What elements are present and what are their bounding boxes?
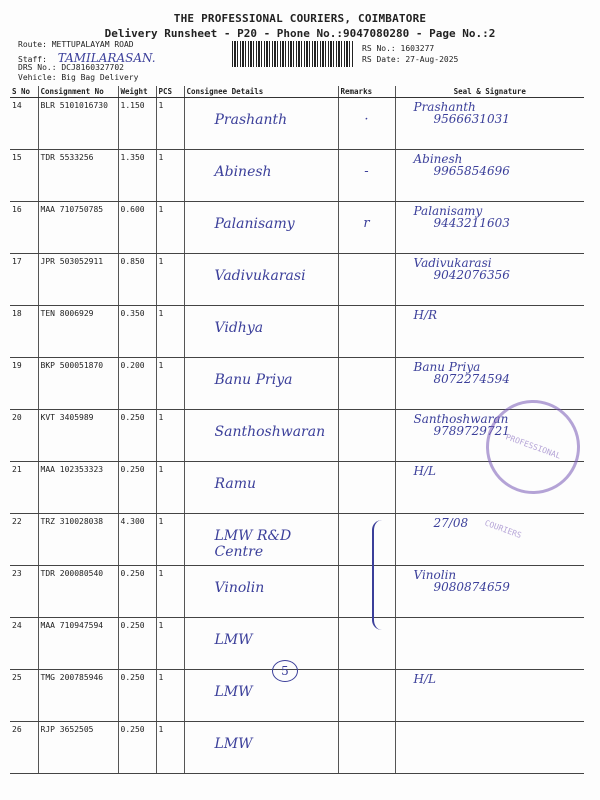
col-header-consignee: Consignee Details xyxy=(184,86,338,98)
row-consignment: MAA 710947594 xyxy=(38,618,118,670)
row-remark: · xyxy=(338,98,395,150)
row-pcs: 1 xyxy=(156,722,184,774)
row-consignee: Abinesh xyxy=(184,150,338,202)
row-remark xyxy=(338,722,395,774)
row-weight: 0.350 xyxy=(118,306,156,358)
col-header-pcs: PCS xyxy=(156,86,184,98)
row-pcs: 1 xyxy=(156,306,184,358)
signature-phone: 8072274594 xyxy=(433,372,510,386)
row-sno: 15 xyxy=(10,150,38,202)
row-sno: 24 xyxy=(10,618,38,670)
row-weight: 0.250 xyxy=(118,410,156,462)
row-pcs: 1 xyxy=(156,670,184,722)
row-weight: 1.350 xyxy=(118,150,156,202)
row-consignment: TDR 200080540 xyxy=(38,566,118,618)
row-consignee: LMW xyxy=(184,618,338,670)
row-weight: 0.200 xyxy=(118,358,156,410)
col-header-sno: S No xyxy=(10,86,38,98)
row-consignment: JPR 503052911 xyxy=(38,254,118,306)
row-remark xyxy=(338,462,395,514)
signature-phone: 27/08 xyxy=(433,516,469,530)
signature-phone: 9042076356 xyxy=(433,268,510,282)
row-weight: 0.250 xyxy=(118,618,156,670)
staff-name: TAMILARASAN. xyxy=(57,51,156,65)
signature-phone: 9965854696 xyxy=(433,164,510,178)
drs-number: DRS No.: DCJ8160327702 xyxy=(18,63,124,72)
row-weight: 4.300 xyxy=(118,514,156,566)
runsheet-subtitle: Delivery Runsheet - P20 - Phone No.:9047080280 - Page No.:2 xyxy=(104,27,496,40)
row-remark xyxy=(338,254,395,306)
row-consignee: Vadivukarasi xyxy=(184,254,338,306)
page-mark: 5 xyxy=(272,660,298,682)
row-signature xyxy=(395,306,584,358)
row-sno: 17 xyxy=(10,254,38,306)
col-header-signature: Seal & Signature xyxy=(395,86,584,98)
row-sno: 19 xyxy=(10,358,38,410)
row-consignment: BLR 5101016730 xyxy=(38,98,118,150)
signature-name: Palanisamy xyxy=(413,204,483,218)
row-consignee: Ramu xyxy=(184,462,338,514)
row-consignment: MAA 102353323 xyxy=(38,462,118,514)
row-consignee: Vidhya xyxy=(184,306,338,358)
col-header-consignment: Consignment No xyxy=(38,86,118,98)
table-row xyxy=(10,358,584,410)
row-consignee: Banu Priya xyxy=(184,358,338,410)
row-pcs: 1 xyxy=(156,618,184,670)
row-consignee: Palanisamy xyxy=(184,202,338,254)
table-row xyxy=(10,618,584,670)
signature-phone: 9789729721 xyxy=(433,424,510,438)
col-header-remarks: Remarks xyxy=(338,86,395,98)
row-consignee: Vinolin xyxy=(184,566,338,618)
courier-stamp: PROFESSIONAL COURIERS xyxy=(473,387,593,507)
row-consignment: TRZ 310028038 xyxy=(38,514,118,566)
signature-phone: 9566631031 xyxy=(433,112,510,126)
row-weight: 0.250 xyxy=(118,670,156,722)
row-consignment: MAA 710750785 xyxy=(38,202,118,254)
row-sno: 21 xyxy=(10,462,38,514)
row-signature xyxy=(395,98,584,150)
row-consignment: RJP 3652505 xyxy=(38,722,118,774)
signature-name: Banu Priya xyxy=(413,360,481,374)
row-remark: r xyxy=(338,202,395,254)
row-consignment: BKP 500051870 xyxy=(38,358,118,410)
row-remark: - xyxy=(338,150,395,202)
row-signature xyxy=(395,618,584,670)
signature-name: Abinesh xyxy=(413,152,463,166)
row-consignee: LMW xyxy=(184,722,338,774)
row-signature xyxy=(395,670,584,722)
barcode xyxy=(232,41,354,67)
row-weight: 1.150 xyxy=(118,98,156,150)
row-remark xyxy=(338,410,395,462)
row-consignment: KVT 3405989 xyxy=(38,410,118,462)
route-label: Route: METTUPALAYAM ROAD xyxy=(18,40,134,49)
table-row xyxy=(10,306,584,358)
table-row xyxy=(10,566,584,618)
signature-phone: 9443211603 xyxy=(433,216,510,230)
signature-name: H/L xyxy=(413,464,436,478)
vehicle-label: Vehicle: Big Bag Delivery xyxy=(18,73,139,82)
signature-name: H/R xyxy=(413,308,438,322)
table-row xyxy=(10,150,584,202)
table-header-row xyxy=(10,86,584,98)
row-pcs: 1 xyxy=(156,98,184,150)
row-sno: 25 xyxy=(10,670,38,722)
row-weight: 0.850 xyxy=(118,254,156,306)
signature-phone: 9080874659 xyxy=(433,580,510,594)
row-consignee: Prashanth xyxy=(184,98,338,150)
staff-label: Staff: xyxy=(18,55,47,64)
row-consignee: Santhoshwaran xyxy=(184,410,338,462)
row-pcs: 1 xyxy=(156,462,184,514)
rs-number: RS No.: 1603277 xyxy=(362,44,435,53)
row-sno: 20 xyxy=(10,410,38,462)
row-sno: 14 xyxy=(10,98,38,150)
row-sno: 26 xyxy=(10,722,38,774)
row-consignee: LMW xyxy=(184,670,338,722)
bracket-mark xyxy=(372,520,394,630)
row-consignment: TMG 200785946 xyxy=(38,670,118,722)
row-signature xyxy=(395,202,584,254)
row-sno: 16 xyxy=(10,202,38,254)
row-consignment: TEN 8006929 xyxy=(38,306,118,358)
row-consignee: LMW R&D Centre xyxy=(184,514,338,566)
row-weight: 0.250 xyxy=(118,462,156,514)
signature-name: Prashanth xyxy=(413,100,476,114)
table-row xyxy=(10,722,584,774)
signature-name: Vinolin xyxy=(413,568,457,582)
row-weight: 0.250 xyxy=(118,566,156,618)
row-pcs: 1 xyxy=(156,254,184,306)
row-weight: 0.600 xyxy=(118,202,156,254)
row-signature xyxy=(395,150,584,202)
row-remark xyxy=(338,670,395,722)
row-remark xyxy=(338,358,395,410)
row-pcs: 1 xyxy=(156,514,184,566)
row-pcs: 1 xyxy=(156,410,184,462)
row-signature xyxy=(395,722,584,774)
row-weight: 0.250 xyxy=(118,722,156,774)
table-row xyxy=(10,670,584,722)
row-pcs: 1 xyxy=(156,150,184,202)
signature-name: Santhoshwaran xyxy=(413,412,509,426)
row-sno: 23 xyxy=(10,566,38,618)
row-signature xyxy=(395,566,584,618)
row-remark xyxy=(338,306,395,358)
row-pcs: 1 xyxy=(156,358,184,410)
rs-date: RS Date: 27-Aug-2025 xyxy=(362,55,459,64)
row-pcs: 1 xyxy=(156,202,184,254)
signature-name: Vadivukarasi xyxy=(413,256,492,270)
signature-name: H/L xyxy=(413,672,436,686)
row-signature xyxy=(395,254,584,306)
row-sno: 18 xyxy=(10,306,38,358)
row-consignment: TDR 5533256 xyxy=(38,150,118,202)
document-title: THE PROFESSIONAL COURIERS, COIMBATORE xyxy=(173,12,427,25)
table-row xyxy=(10,202,584,254)
row-signature xyxy=(395,358,584,410)
col-header-weight: Weight xyxy=(118,86,156,98)
table-row xyxy=(10,254,584,306)
row-sno: 22 xyxy=(10,514,38,566)
table-row xyxy=(10,98,584,150)
row-pcs: 1 xyxy=(156,566,184,618)
